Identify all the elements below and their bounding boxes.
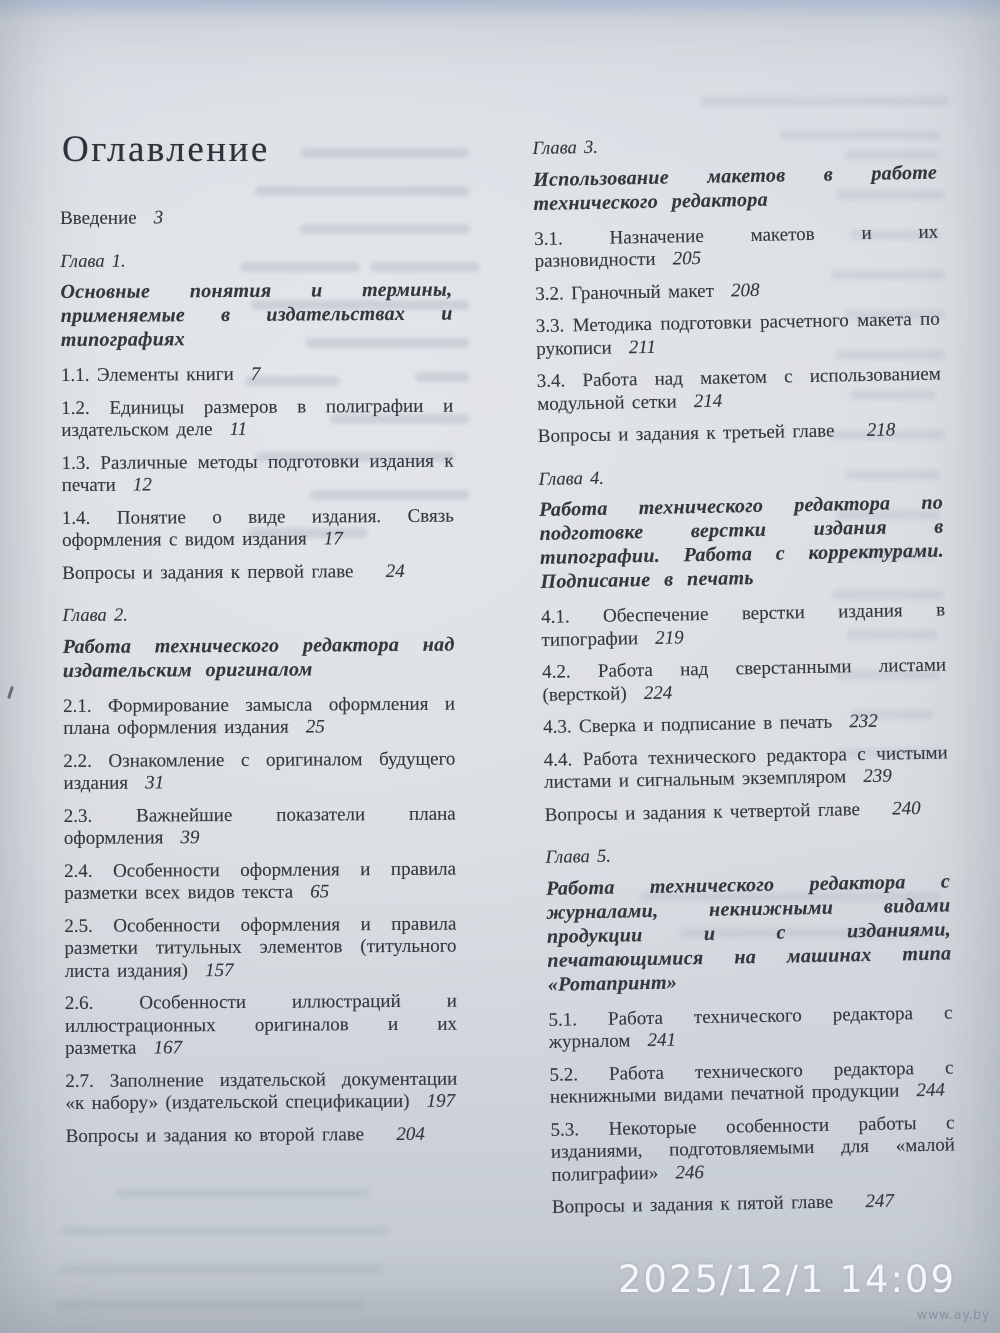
toc-entry [65,991,457,1061]
watermark-text: www.ay.by [916,1308,990,1323]
toc-entry-page-number: 24 [385,560,405,582]
toc-entry [64,858,456,905]
bleedthrough-line [60,1226,390,1236]
toc-entry-text: Вопросы и задания к первой главе [62,560,354,584]
toc-entry [62,505,454,552]
toc-entry-page-number: 224 [643,682,673,704]
toc-entry-text: Работа технического редактора по подготовке верстки издания в типографии. Работа с корректурами. Подписание в печать [538,491,945,593]
toc-entry [546,869,952,996]
toc-entry-text: Глава 4. [538,468,605,490]
toc-entry-page-number: 17 [323,528,343,550]
toc-entry-text: Использование макетов в работе технического редактора [532,161,938,215]
toc-entry [538,461,942,491]
toc-entry-page-number: 219 [654,626,684,649]
bleedthrough-line [55,1300,365,1310]
toc-entry-text: 3.4. Работа над макетом с использованием модульной сетки [536,363,941,415]
toc-entry-text: 5.3. Некоторые особенности работы с изданиями, подготовляемыми для «малой полиграфии» [550,1111,956,1186]
toc-column-left [60,206,458,1160]
toc-entry-text: 2.7. Заполнение издательской документации «к набору» (издательской спецификации) [65,1068,458,1114]
toc-entry [534,221,939,273]
toc-entry [63,693,455,740]
toc-entry-page-number: 204 [396,1123,425,1145]
toc-entry-text: 2.3. Важнейшие показатели плана оформления [63,803,456,849]
toc-entry-text: Вопросы и задания к пятой главе [551,1191,834,1218]
bleedthrough-line [700,96,950,106]
toc-entry-text: 1.3. Различные методы подготовки издания к печати [61,450,454,496]
toc-entry-text: 3.3. Методика подготовки расчетного макета по рукописи [535,308,940,360]
toc-entry [61,395,453,442]
toc-entry-page-number: 31 [145,772,165,794]
toc-entry-text: 4.3. Сверка и подписание в печать [542,711,833,738]
toc-entry-text: 2.1. Формирование замысла оформления и плана оформления издания [62,693,456,739]
toc-entry-page-number: 244 [916,1079,946,1102]
toc-entry [535,276,939,306]
toc-entry-page-number: 197 [426,1090,456,1112]
toc-entry-text: 5.2. Работа технического редактора с некнижными видами печатной продукции [549,1056,954,1108]
toc-entry [544,742,949,794]
toc-entry-text: Работа технического редактора с журналами, некнижными видами продукции и с изданиями, печатающимися на машинах типа «Ротапринт» [545,869,952,996]
toc-entry [536,309,941,361]
toc-entry-page-number: 239 [863,765,892,788]
toc-entry [550,1112,955,1187]
toc-entry-text: 4.4. Работа технического редактора с чистыми листами и сигнальным экземпляром [543,741,948,793]
toc-entry-page-number: 246 [675,1161,705,1184]
toc-entry-text: 4.2. Работа над сверстанными листами (версткой) [541,654,947,706]
toc-entry-page-number: 12 [132,474,152,496]
page-title: Оглавление [62,129,270,170]
bleedthrough-line [255,186,470,196]
toc-entry-page-number: 232 [849,710,879,733]
toc-entry-page-number: 214 [693,390,723,412]
ink-mark [7,686,14,699]
toc-entry-page-number: 39 [180,827,200,849]
toc-entry [542,655,947,707]
toc-entry-text: Глава 5. [545,846,612,868]
toc-entry-text: Вопросы и задания к четвертой главе [544,798,861,826]
toc-entry-text: Основные понятия и термины, применяемые в издательствах и типографиях [60,278,453,351]
toc-entry-text: Вопросы и задания ко второй главе [65,1123,365,1147]
toc-entry-page-number: 218 [866,419,896,441]
toc-entry [61,450,453,497]
toc-entry-text: Глава 1. [60,251,126,272]
toc-entry-text: 2.6. Особенности иллюстраций и иллюстрационных оригиналов и их разметка [64,990,458,1059]
toc-entry [62,560,454,585]
toc-entry-page-number: 240 [891,797,921,820]
toc-entry [552,1189,956,1219]
toc-entry [545,797,949,827]
toc-entry [545,839,949,869]
toc-entry-text: 2.2. Ознакомление с оригиналом будущего издания [63,748,456,794]
toc-entry [548,1002,953,1054]
toc-entry-page-number: 7 [250,363,261,385]
toc-entry [66,1123,458,1148]
toc-entry-page-number: 241 [647,1029,677,1052]
toc-entry-page-number: 65 [310,881,330,903]
toc-entry-text: 5.1. Работа технического редактора с журналом [548,1001,953,1053]
bleedthrough-line [300,148,470,158]
toc-entry-page-number: 247 [865,1190,895,1213]
toc-entry [62,603,454,628]
toc-entry-text: 2.4. Особенности оформления и правила разметки всех видов текста [63,858,457,904]
toc-entry [549,1057,954,1109]
toc-entry-text: 3.1. Назначение макетов и их разновидности [534,221,939,272]
toc-entry [64,803,456,850]
toc-entry-text: 1.1. Элементы книги [60,363,234,386]
toc-entry-text: Глава 2. [62,605,128,626]
toc-entry-page-number: 25 [305,716,325,738]
toc-entry-text: Работа технического редактора над издательским оригиналом [62,633,455,682]
toc-entry-page-number: 167 [153,1037,183,1059]
camera-timestamp: 2025/12/1 14:09 [617,1258,956,1301]
photo-top-edge [0,0,1000,20]
toc-entry [539,491,945,594]
toc-entry [537,364,942,416]
toc-entry-page-number: 3 [153,207,164,229]
toc-entry-text: 1.2. Единицы размеров в полиграфии и издательском деле [61,395,454,441]
toc-entry-page-number: 208 [730,279,760,301]
toc-entry [64,913,456,983]
toc-entry [63,632,455,682]
toc-entry-page-number: 205 [672,247,702,270]
toc-entry [60,278,452,352]
toc-entry [61,363,453,388]
toc-entry-page-number: 211 [628,336,657,358]
toc-entry [541,600,946,652]
toc-entry-text: 2.5. Особенности оформления и правила разметки титульных элементов (титульного листа издания) [64,913,457,982]
toc-entry-text: Введение [60,207,137,229]
toc-entry [60,206,452,231]
toc-entry [60,248,452,273]
toc-column-right [532,111,956,1232]
toc-entry-text: Глава 3. [532,137,599,159]
toc-entry [538,419,942,449]
bleedthrough-line [58,1264,383,1274]
toc-entry-page-number: 157 [204,959,234,981]
toc-entry-text: 3.2. Граночный макет [535,280,715,305]
toc-entry-text: Вопросы и задания к третьей главе [537,420,835,447]
toc-entry [63,748,455,795]
toc-entry-page-number: 11 [229,418,248,440]
toc-entry [532,131,936,161]
toc-entry [65,1068,457,1115]
toc-entry [533,160,938,215]
toc-entry-text: 4.1. Обеспечение верстки издания в типографии [540,599,946,651]
bleedthrough-line [115,1188,370,1198]
toc-entry [543,709,947,739]
toc-entry-text: 1.4. Понятие о виде издания. Связь оформления с видом издания [61,505,454,551]
